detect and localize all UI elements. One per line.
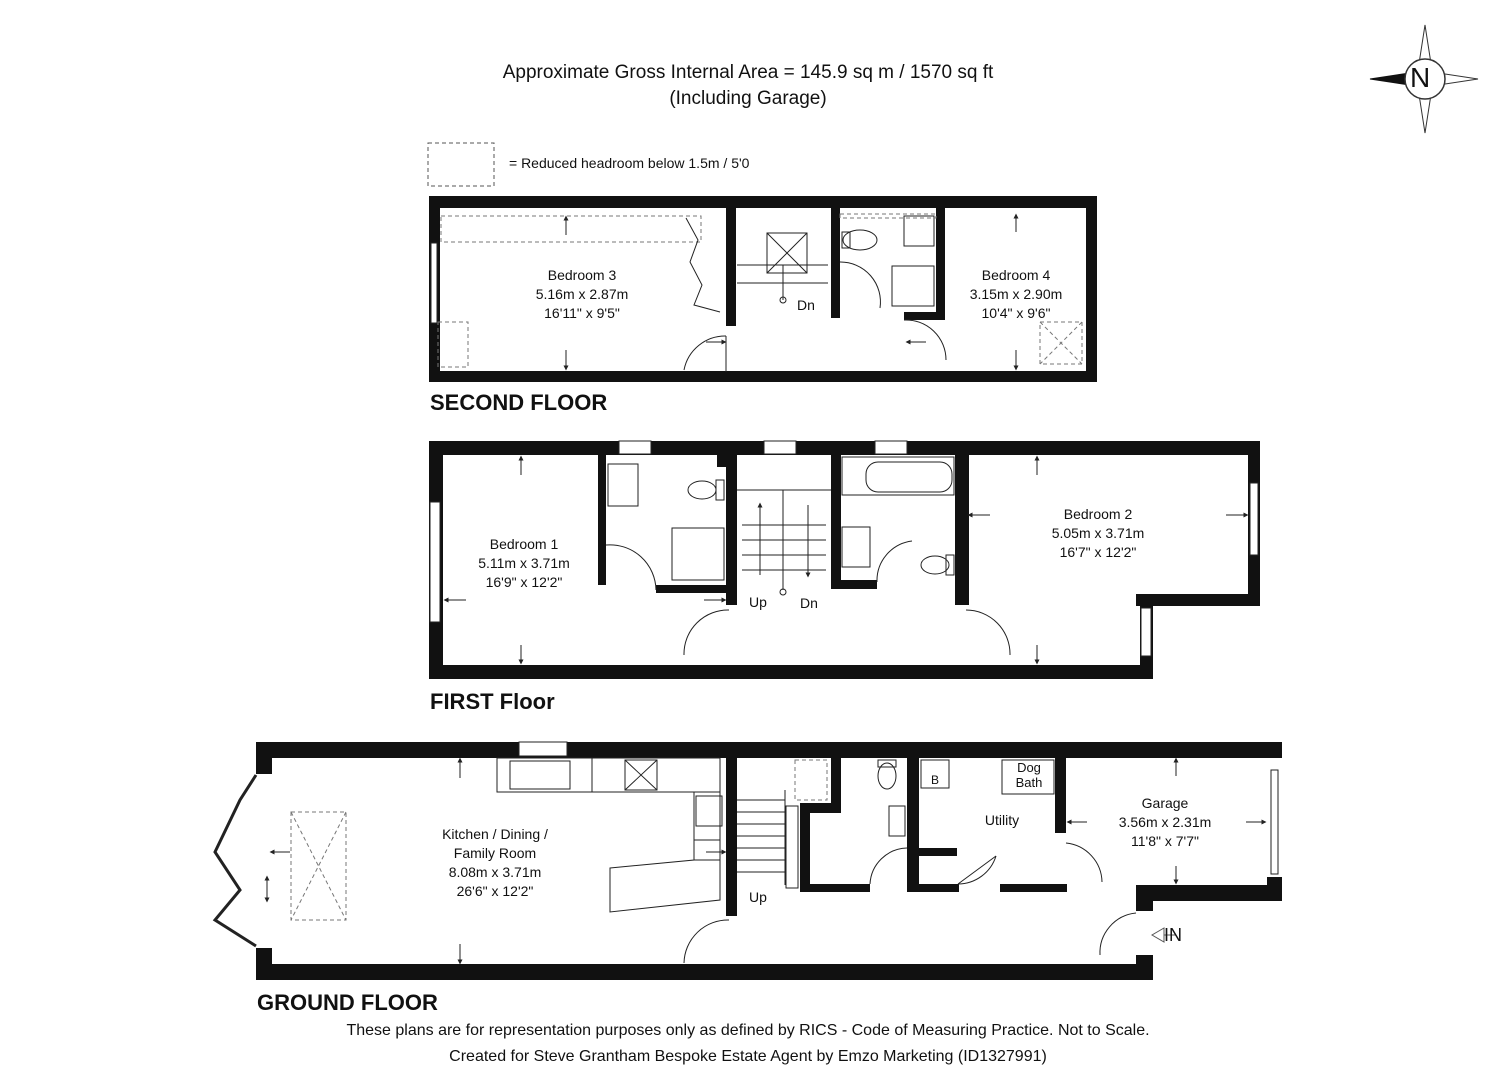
first-floor-label: FIRST Floor [430, 689, 555, 714]
room-name-line1: Kitchen / Dining / [442, 826, 548, 842]
room-name: Bedroom 1 [489, 536, 559, 552]
entrance-label: IN [1164, 925, 1182, 945]
reduced-headroom-legend: = Reduced headroom below 1.5m / 5'0 [509, 155, 750, 171]
boiler-label: B [931, 773, 940, 787]
room-imperial: 16'11" x 9'5" [544, 305, 620, 321]
room-imperial: 10'4" x 9'6" [981, 305, 1051, 321]
room-name: Bedroom 4 [981, 267, 1051, 283]
reduced-headroom-legend-swatch [428, 143, 494, 186]
room-name: Garage [1141, 795, 1189, 811]
room-bedroom-3 [536, 266, 629, 323]
dog-bath-label [1016, 760, 1043, 790]
room-imperial: 16'9" x 12'2" [485, 574, 563, 590]
room-utility: Utility [984, 812, 1020, 828]
stairs-up-label: Up [749, 889, 767, 905]
gross-internal-area: Approximate Gross Internal Area = 145.9 sq m / 1570 sq ft [502, 62, 994, 83]
compass-north-label: N [1410, 62, 1431, 93]
room-bedroom-2 [1052, 505, 1145, 562]
second-floor-label: SECOND FLOOR [430, 390, 608, 415]
room-garage [1119, 794, 1212, 851]
room-name-line2: Family Room [453, 845, 537, 861]
room-name: Bedroom 2 [1063, 506, 1133, 522]
room-imperial: 11'8" x 7'7" [1131, 833, 1199, 849]
room-imperial: 26'6" x 12'2" [456, 883, 534, 899]
room-metric: 5.16m x 2.87m [535, 286, 629, 302]
room-metric: 5.11m x 3.71m [478, 555, 570, 571]
credit-text: Created for Steve Grantham Bespoke Estate Agent by Emzo Marketing (ID1327991) [449, 1048, 1047, 1065]
dog-bath-line2: Bath [1015, 775, 1043, 790]
dog-bath-line1: Dog [1017, 760, 1041, 775]
disclaimer-text: These plans are for representation purposes only as defined by RICS - Code of Measuring Practice. Not to Scale. [346, 1022, 1150, 1039]
ground-floor-label: GROUND FLOOR [257, 990, 438, 1015]
room-name: Bedroom 3 [547, 267, 617, 283]
stairs-down-label: Dn [800, 595, 818, 611]
ground-floor-plan [256, 742, 1282, 980]
room-metric: 3.56m x 2.31m [1118, 814, 1212, 830]
room-metric: 5.05m x 3.71m [1051, 525, 1145, 541]
including-garage-note: (Including Garage) [669, 88, 827, 109]
stairs-up-label: Up [749, 594, 767, 610]
room-kitchen-dining-family [442, 825, 548, 901]
room-bedroom-1 [478, 535, 570, 592]
room-metric: 8.08m x 3.71m [448, 864, 542, 880]
room-bedroom-4 [970, 266, 1063, 323]
stairs-down-label: Dn [797, 297, 815, 313]
room-metric: 3.15m x 2.90m [969, 286, 1063, 302]
room-imperial: 16'7" x 12'2" [1059, 544, 1137, 560]
